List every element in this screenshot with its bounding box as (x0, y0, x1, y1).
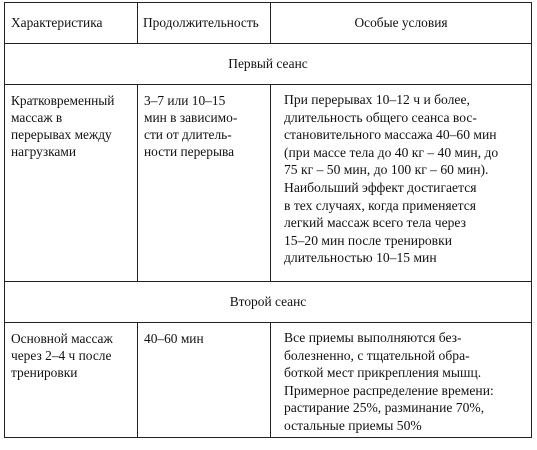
massage-table (4, 2, 532, 438)
section-row-second (5, 282, 532, 323)
section-row-first (5, 44, 532, 85)
header-conditions: Особые условия (271, 3, 532, 44)
table-row (5, 323, 532, 438)
table-header-row (5, 3, 532, 44)
header-characteristic: Характеристика (5, 3, 138, 44)
conditions-cell: Все приемы выполняются без- болезненно, с тщательной обра- боткой мест прикрепления мышц. Примерное распределение времени: растирание 25%, разминание 70%, остальные приемы 50% (271, 323, 532, 438)
conditions-cell: При перерывах 10–12 ч и более, длительность общего сеанса вос- становительного массажа 40–60 мин (при массе тела до 40 кг – 40 мин, до 75 кг – 50 мин, до 100 кг – 60 мин). Наибольший эффект достигается в тех случаях, когда применяется легкий массаж всего тела через 15–20 мин после тренировки длительностью 10–15 мин (271, 85, 532, 282)
section-title: Второй сеанс (5, 282, 532, 323)
table-row (5, 85, 532, 282)
duration-cell: 3–7 или 10–15 мин в зависимо- сти от длитель- ности перерыва (138, 85, 271, 282)
duration-cell: 40–60 мин (138, 323, 271, 438)
characteristic-cell: Кратковременный массаж в перерывах между нагрузками (5, 85, 138, 282)
section-title: Первый сеанс (5, 44, 532, 85)
header-duration: Продолжительность (138, 3, 271, 44)
characteristic-cell: Основной массаж через 2–4 ч после тренировки (5, 323, 138, 438)
